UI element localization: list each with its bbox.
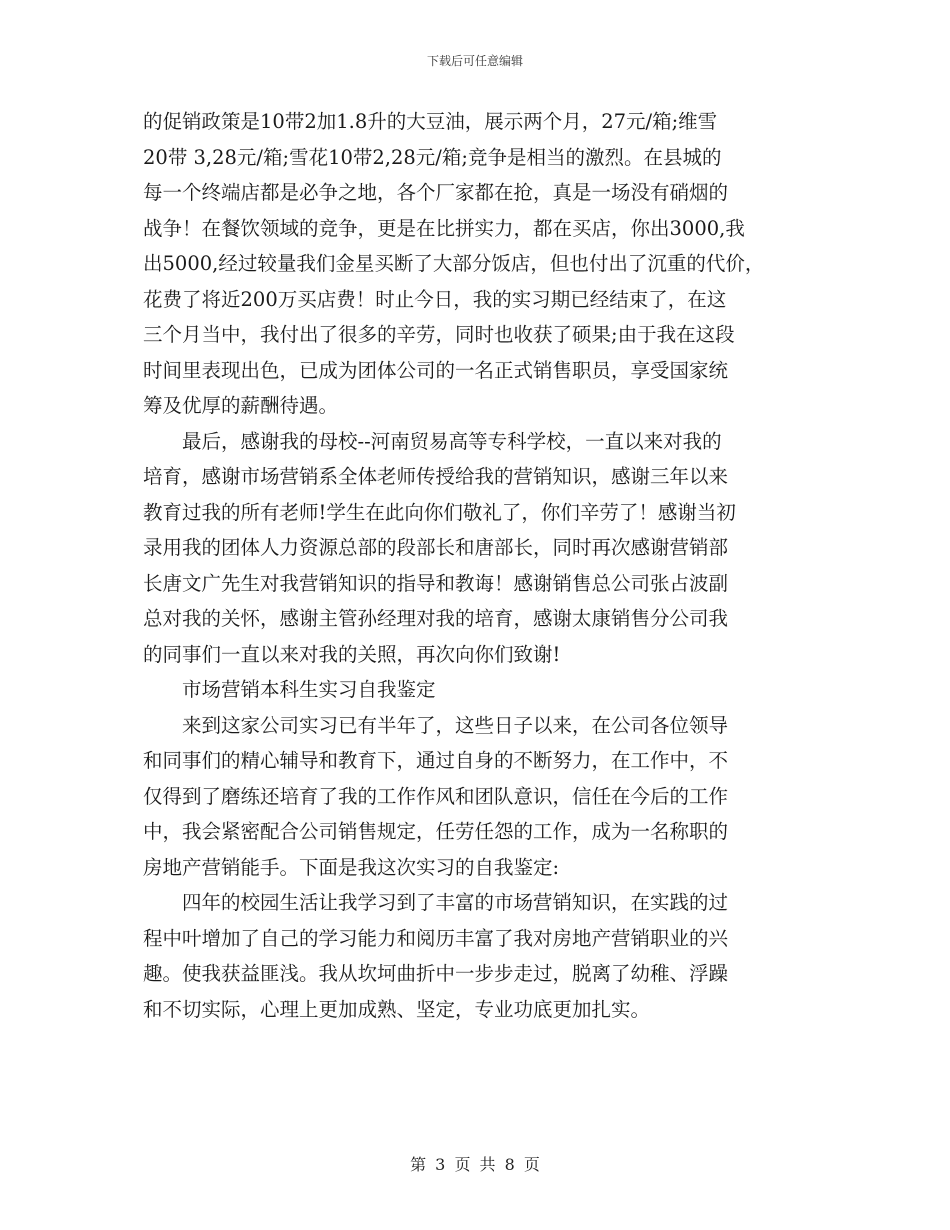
- text-line: 趣。使我获益匪浅。我从坎坷曲折中一步步走过，脱离了幼稚、浮躁: [143, 962, 729, 985]
- text-line: 三个月当中，我付出了很多的辛劳，同时也收获了硕果;由于我在这段: [143, 323, 735, 346]
- text-line: 培育，感谢市场营销系全体老师传授给我的营销知识，感谢三年以来: [143, 465, 729, 488]
- text-line: 20带 3,28元/箱;雪花10带2,28元/箱;竞争是相当的激烈。在县城的: [143, 145, 722, 169]
- text-line: 和同事们的精心辅导和教育下，通过自身的不断努力，在工作中，不: [143, 749, 729, 772]
- text-line: 总对我的关怀，感谢主管孙经理对我的培育，感谢太康销售分公司我: [143, 607, 729, 630]
- text-line: 的促销政策是10带2加1.8升的大豆油，展示两个月，27元/箱;维雪: [143, 110, 718, 133]
- text-line: 战争！在餐饮领域的竞争，更是在比拼实力，都在买店，你出3000,我: [143, 216, 745, 240]
- text-line: 花费了将近200万买店费！时止今日，我的实习期已经结束了，在这: [143, 287, 727, 311]
- section-heading: 市场营销本科生实习自我鉴定: [143, 678, 436, 701]
- text-line: 每一个终端店都是必争之地，各个厂家都在抢，真是一场没有硝烟的: [143, 181, 729, 204]
- document-body: [143, 104, 823, 1027]
- text-line: 长唐文广先生对我营销知识的指导和教诲！感谢销售总公司张占波副: [143, 571, 729, 595]
- text-line: 的同事们一直以来对我的关照，再次向你们致谢!: [143, 642, 561, 666]
- text-line: 和不切实际，心理上更加成熟、坚定，专业功底更加扎实。: [143, 997, 651, 1021]
- text-line: 四年的校园生活让我学习到了丰富的市场营销知识，在实践的过: [143, 891, 729, 914]
- text-line: 时间里表现出色，已成为团体公司的一名正式销售职员，享受国家统: [143, 358, 729, 382]
- page-number-footer: 第 3 页 共 8 页: [410, 1155, 540, 1174]
- text-line: 来到这家公司实习已有半年了，这些日子以来，在公司各位领导: [143, 713, 729, 737]
- text-line: 最后，感谢我的母校--河南贸易高等专科学校，一直以来对我的: [143, 429, 722, 453]
- text-line: 仅得到了磨练还培育了我的工作作风和团队意识，信任在今后的工作: [143, 784, 729, 808]
- text-line: 出5000,经过较量我们金星买断了大部分饭店，但也付出了沉重的代价，: [143, 252, 765, 275]
- page-header: 下载后可任意编辑: [426, 54, 523, 68]
- text-line: 教育过我的所有老师!学生在此向你们敬礼了，你们辛劳了！感谢当初: [143, 500, 736, 524]
- text-line: 中，我会紧密配合公司销售规定，任劳任怨的工作，成为一名称职的: [143, 820, 729, 843]
- text-line: 录用我的团体人力资源总部的段部长和唐部长，同时再次感谢营销部: [143, 536, 729, 559]
- text-line: 筹及优厚的薪酬待遇。: [143, 394, 339, 417]
- text-line: 房地产营销能手。下面是我这次实习的自我鉴定:: [143, 855, 560, 879]
- text-line: 程中叶增加了自己的学习能力和阅历丰富了我对房地产营销职业的兴: [143, 926, 729, 950]
